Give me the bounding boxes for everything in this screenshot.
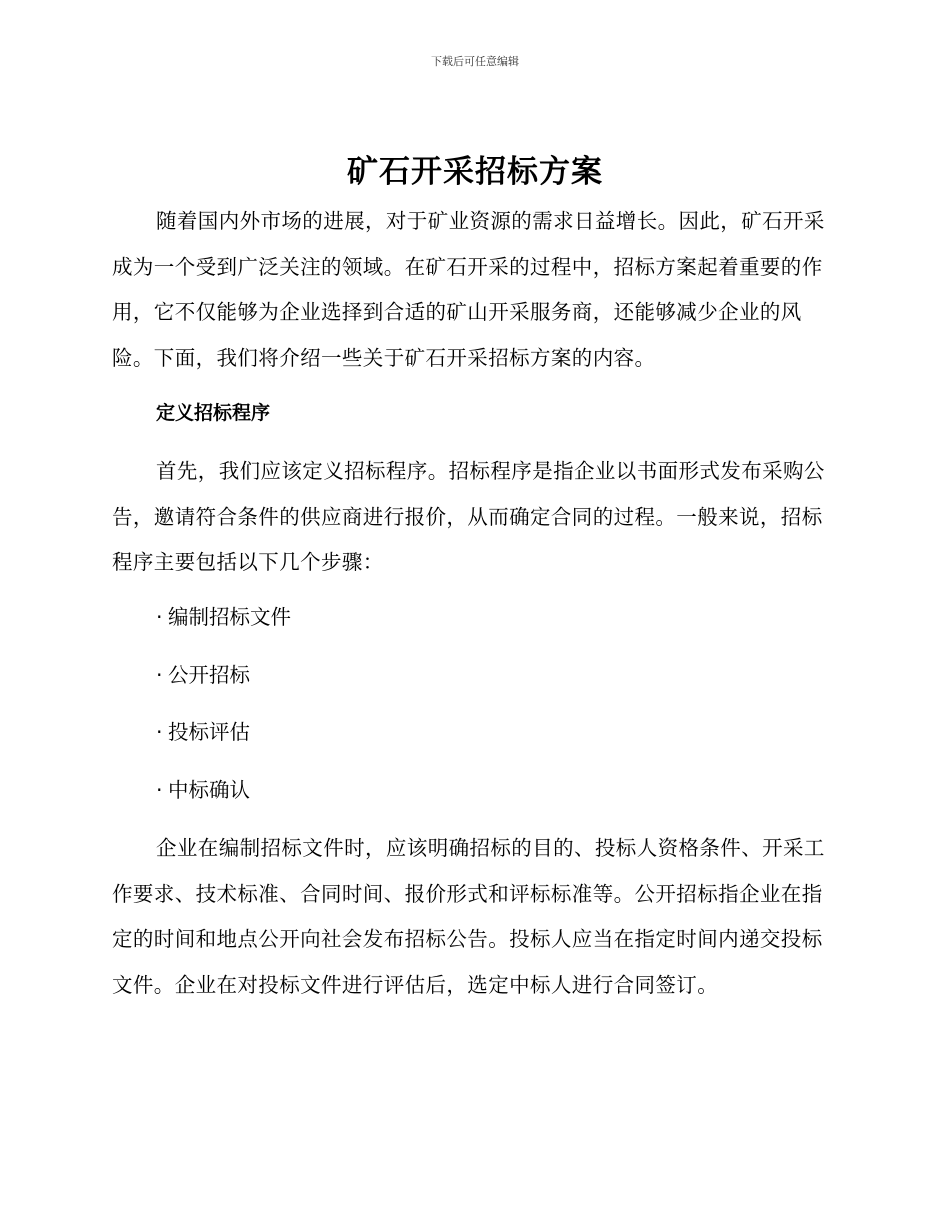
bullet-icon: · xyxy=(156,720,163,744)
steps-list xyxy=(156,598,291,828)
list-item-label: 编制招标文件 xyxy=(168,605,291,629)
bullet-icon: · xyxy=(156,777,163,802)
section-heading: 定义招标程序 xyxy=(156,402,271,424)
list-item xyxy=(156,771,291,829)
bullet-icon: · xyxy=(156,662,163,687)
intro-paragraph: 随着国内外市场的进展，对于矿业资源的需求日益增长。因此，矿石开采成为一个受到广泛关注的领域。在矿石开采的过程中，招标方案起着重要的作用，它不仅能够为企业选择到合适的矿山开采服务商，还能够减少企业的风险。下面，我们将介绍一些关于矿石开采招标方案的内容。 xyxy=(112,209,825,370)
bullet-icon: · xyxy=(156,605,163,629)
procedure-paragraph: 首先，我们应该定义招标程序。招标程序是指企业以书面形式发布采购公告，邀请符合条件的供应商进行报价，从而确定合同的过程。一般来说，招标程序主要包括以下几个步骤： xyxy=(112,459,825,574)
list-item-label: 投标评估 xyxy=(168,720,250,744)
list-item xyxy=(156,598,291,656)
list-item xyxy=(156,656,291,714)
list-item-label: 公开招标 xyxy=(168,662,250,687)
page-header-note: 下载后可任意编辑 xyxy=(431,55,519,68)
closing-paragraph: 企业在编制招标文件时，应该明确招标的目的、投标人资格条件、开采工作要求、技术标准、合同时间、报价形式和评标标准等。公开招标指企业在指定的时间和地点公开向社会发布招标公告。投标人应当在指定时间内递交投标文件。企业在对投标文件进行评估后，选定中标人进行合同签订。 xyxy=(112,836,825,997)
document-title: 矿石开采招标方案 xyxy=(347,154,603,190)
list-item xyxy=(156,713,291,771)
list-item-label: 中标确认 xyxy=(168,777,250,802)
